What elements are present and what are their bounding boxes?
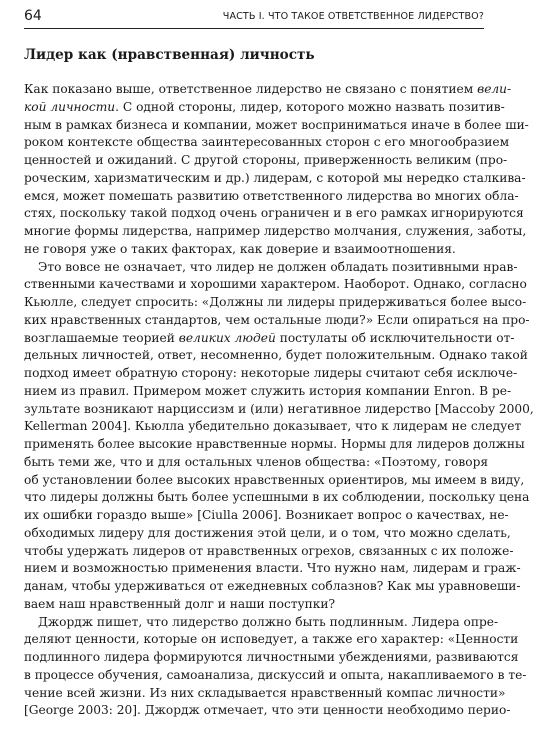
text-segment: многие формы лидерства, например лидерство молчания, служения, заботы, xyxy=(24,224,527,238)
text-segment: Kellerman 2004]. Кьюлла убедительно доказывает, что к лидерам не следует xyxy=(24,419,522,434)
text-line xyxy=(24,436,525,454)
text-line xyxy=(24,81,512,99)
text-segment: ственными качествами и хорошими характером. Наоборот. Однако, согласно xyxy=(24,277,527,292)
text-segment: быть теми же, что и для остальных членов общества: «Поэтому, говоря xyxy=(24,454,489,469)
text-segment: емся, может помешать развитию ответственного лидерства во многих обла- xyxy=(24,188,519,203)
text-segment: стях, поскольку такой подход очень ограничен и в его рамках игнорируются xyxy=(24,206,524,221)
text-line xyxy=(24,578,521,596)
text-line xyxy=(24,472,525,490)
italic-text: великих людей xyxy=(178,330,276,345)
italic-text: вели- xyxy=(477,82,512,96)
text-segment: в процессе обучения, самоанализа, дискуссий и опыта, накапливаемого в те- xyxy=(24,667,527,682)
text-segment: их ошибки гораздо выше» [Ciulla 2006]. Возникает вопрос о качествах, не- xyxy=(24,508,509,522)
text-line xyxy=(24,418,522,436)
text-line xyxy=(24,117,529,135)
text-line xyxy=(24,365,518,383)
text-line xyxy=(24,312,530,330)
text-line xyxy=(24,401,534,419)
text-line xyxy=(24,330,515,348)
text-line xyxy=(24,383,512,401)
text-segment: ваем наш нравственный долг и наши поступки? xyxy=(24,596,336,611)
text-segment: нием из правил. Примером может служить история компании Enron. В ре- xyxy=(24,383,512,398)
text-line xyxy=(24,667,527,685)
italic-text: кой личности xyxy=(24,99,116,114)
text-line xyxy=(24,223,527,241)
text-segment: роком контексте общества заинтересованных сторон с его многообразием xyxy=(24,135,510,150)
text-segment: чтобы удержать лидеров от нравственных огрехов, связанных с их положе- xyxy=(24,543,514,558)
text-line xyxy=(24,489,530,507)
text-segment: . С одной стороны, лидер, которого можно назвать позитив- xyxy=(115,99,505,114)
section-heading: Лидер как (нравственная) личность xyxy=(24,47,315,63)
text-segment: деляют ценности, которые он исповедует, а также его характер: «Ценности xyxy=(24,632,519,647)
text-line xyxy=(24,596,486,614)
text-segment: ких нравственных стандартов, чем остальные люди?» Если опираться на про- xyxy=(24,312,530,327)
text-segment: применять более высокие нравственные нормы. Нормы для лидеров должны xyxy=(24,437,525,451)
text-line xyxy=(24,525,511,543)
paragraph xyxy=(24,81,529,259)
text-segment: [George 2003: 20]. Джордж отмечает, что эти ценности необходимо перио- xyxy=(24,703,511,718)
text-segment: ным в рамках бизнеса и компании, может восприниматься иначе в более ши- xyxy=(24,117,529,132)
text-line xyxy=(24,454,489,472)
text-segment: Кьюлле, следует спросить: «Должны ли лидеры придерживаться более высо- xyxy=(24,295,527,309)
text-line xyxy=(24,170,526,188)
text-line xyxy=(24,560,521,578)
text-segment: зультате возникают нарциссизм и (или) негативное лидерство [Maccoby 2000, xyxy=(24,401,534,416)
page-header xyxy=(24,6,484,29)
text-segment: нием и возможностью применения власти. Что нужно нам, лидерам и граж- xyxy=(24,561,521,576)
running-title: ЧАСТЬ I. ЧТО ТАКОЕ ОТВЕТСТВЕННОЕ ЛИДЕРСТВО? xyxy=(222,11,484,22)
text-segment: данам, чтобы удерживаться от ежедневных соблазнов? Как мы уравновеши- xyxy=(24,579,521,593)
text-line xyxy=(24,99,505,117)
text-segment: обходимых лидеру для достижения этой цели, и о том, что можно сделать, xyxy=(24,525,511,540)
text-segment: возглашаемые теорией xyxy=(24,330,179,345)
text-segment: подход имеет обратную сторону: некоторые лидеры считают себя исключе- xyxy=(24,366,518,380)
text-segment: Это вовсе не означает, что лидер не должен обладать позитивными нрав- xyxy=(38,259,518,274)
text-segment: чение всей жизни. Из них складывается нравственный компас личности» xyxy=(24,685,506,700)
body-text xyxy=(24,81,534,720)
text-line xyxy=(24,276,527,294)
text-line xyxy=(24,152,508,170)
text-line xyxy=(24,614,499,632)
text-line xyxy=(24,134,510,152)
paragraph xyxy=(24,259,534,614)
paragraph xyxy=(24,614,527,721)
text-line xyxy=(24,188,519,206)
text-segment: постулаты об исключительности от- xyxy=(275,330,515,345)
text-line xyxy=(24,543,514,561)
text-line xyxy=(24,294,527,312)
text-line xyxy=(24,649,519,667)
text-segment: Как показано выше, ответственное лидерство не связано с понятием xyxy=(24,82,478,96)
text-segment: не говоря уже о таких факторах, как доверие и взаимоотношения. xyxy=(24,241,456,256)
text-segment: дельных личностей, ответ, несомненно, будет положительным. Однако такой xyxy=(24,348,528,363)
text-line xyxy=(24,507,509,525)
text-line xyxy=(24,702,511,720)
text-segment: что лидеры должны быть более успешными в их соблюдении, поскольку цена xyxy=(24,490,530,505)
text-line xyxy=(24,631,519,649)
text-segment: ценностей и ожиданий. С другой стороны, приверженность великим (про- xyxy=(24,153,508,167)
text-line xyxy=(24,347,528,365)
text-segment: об установлении более высоких нравственных ориентиров, мы имеем в виду, xyxy=(24,472,525,487)
text-line xyxy=(24,685,506,703)
page-number: 64 xyxy=(24,8,42,24)
text-segment: подлинного лидера формируются личностными убеждениями, развиваются xyxy=(24,650,519,664)
text-line xyxy=(24,259,518,277)
text-line xyxy=(24,205,524,223)
text-segment: Джордж пишет, что лидерство должно быть подлинным. Лидера опре- xyxy=(38,614,499,629)
text-line xyxy=(24,241,486,259)
text-segment: роческим, харизматическим и др.) лидерам, с которой мы нередко сталкива- xyxy=(24,170,526,185)
